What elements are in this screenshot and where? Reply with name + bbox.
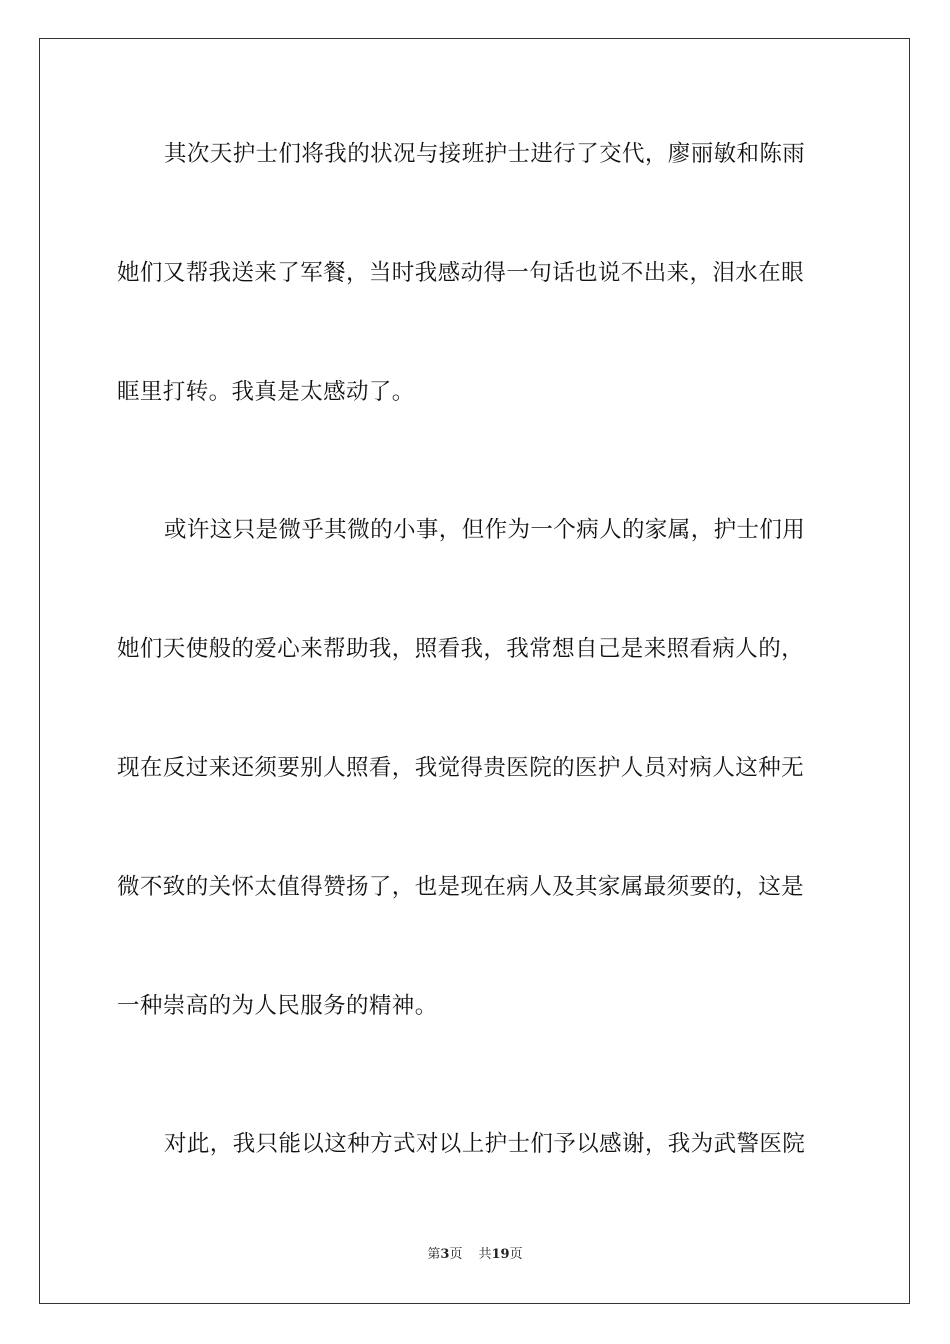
page-border [39, 38, 910, 1304]
paragraph-1-line-3: 眶里打转。我真是太感动了。 [117, 379, 415, 405]
page-footer [0, 1246, 950, 1264]
page-label-prefix: 第 [427, 1247, 441, 1262]
paragraph-2-line-2: 她们天使般的爱心来帮助我，照看我，我常想自己是来照看病人的， [117, 636, 805, 662]
paragraph-1-line-1: 其次天护士们将我的状况与接班护士进行了交代，廖丽敏和陈雨 [164, 141, 806, 167]
total-pages: 19 [491, 1247, 510, 1262]
page-number: 3 [440, 1247, 450, 1262]
paragraph-2-line-4: 微不致的关怀太值得赞扬了，也是现在病人及其家属最须要的，这是 [117, 874, 805, 900]
paragraph-2-line-3: 现在反过来还须要别人照看，我觉得贵医院的医护人员对病人这种无 [117, 755, 805, 781]
page-label-suffix: 页 [449, 1247, 463, 1262]
paragraph-1-line-2: 她们又帮我送来了军餐，当时我感动得一句话也说不出来，泪水在眼 [117, 260, 805, 286]
total-label-prefix: 共 [478, 1247, 492, 1262]
paragraph-3-line-1: 对此，我只能以这种方式对以上护士们予以感谢，我为武警医院 [164, 1131, 806, 1157]
paragraph-2-line-1: 或许这只是微乎其微的小事，但作为一个病人的家属，护士们用 [164, 517, 806, 543]
paragraph-2-line-5: 一种崇高的为人民服务的精神。 [117, 993, 438, 1019]
total-label-suffix: 页 [509, 1247, 523, 1262]
